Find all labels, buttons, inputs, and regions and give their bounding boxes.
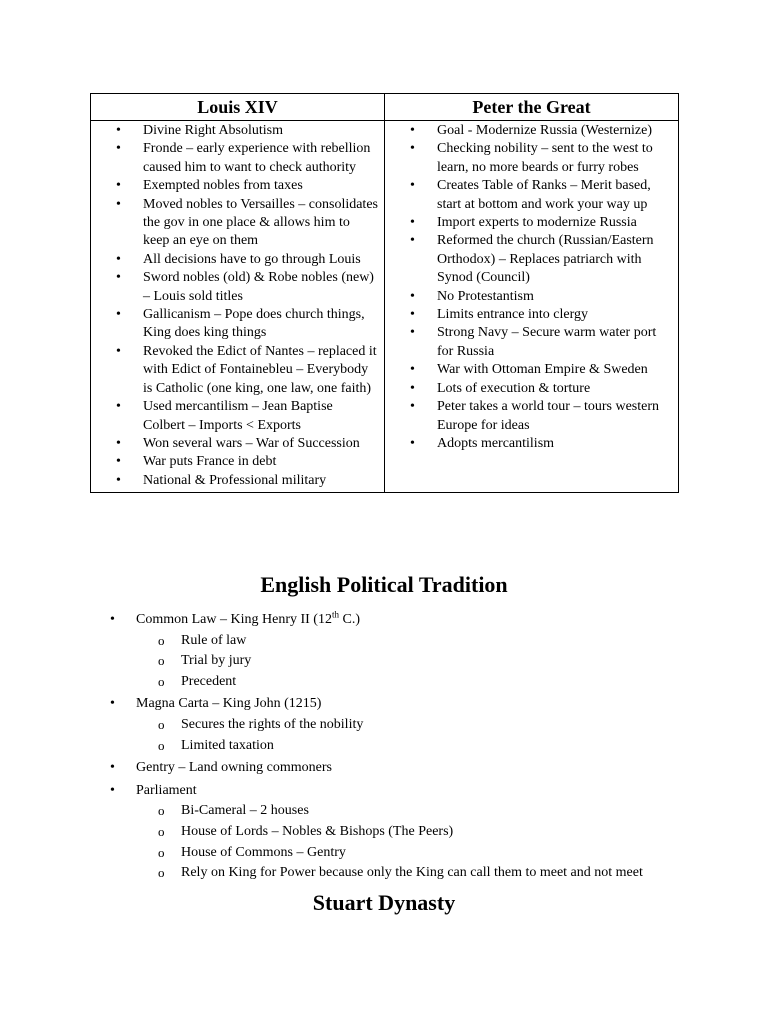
sub-list-item: o Bi-Cameral – 2 houses — [136, 801, 768, 822]
list-item: • Limits entrance into clergy — [385, 306, 678, 324]
list-item: • Strong Navy – Secure warm water port for Russia — [385, 324, 678, 361]
english-tradition-list — [0, 610, 768, 886]
sub-list-item: o Rely on King for Power because only the King can call them to meet and not meet — [136, 863, 768, 884]
table-body-row — [91, 121, 679, 493]
common-law-suffix: C.) — [338, 612, 360, 627]
common-law-prefix: Common Law – King Henry II (12 — [136, 612, 332, 627]
sub-list-item: o Secures the rights of the nobility — [136, 715, 768, 736]
list-item: • Sword nobles (old) & Robe nobles (new) – Louis sold titles — [91, 269, 384, 306]
superscript: th — [331, 609, 339, 620]
sub-list-item: o House of Lords – Nobles & Bishops (The Peers) — [136, 822, 768, 843]
list-item: • Goal - Modernize Russia (Westernize) — [385, 122, 678, 140]
list-item: • Peter takes a world tour – tours western Europe for ideas — [385, 398, 678, 435]
list-item: • All decisions have to go through Louis — [91, 251, 384, 269]
list-item: • Fronde – early experience with rebellion caused him to want to check authority — [91, 140, 384, 177]
list-item: • No Protestantism — [385, 288, 678, 306]
header-louis-xiv: Louis XIV — [91, 94, 385, 121]
list-item: • Adopts mercantilism — [385, 435, 678, 453]
list-item: • National & Professional military — [91, 472, 384, 490]
list-item: • Moved nobles to Versailles – consolidates the gov in one place & allows him to keep an eye on them — [91, 196, 384, 251]
list-item: • Gallicanism – Pope does church things, King does king things — [91, 306, 384, 343]
list-item: • War with Ottoman Empire & Sweden — [385, 361, 678, 379]
common-law-label — [136, 609, 360, 627]
list-item-magna-carta — [0, 694, 768, 756]
sub-list-item: o Rule of law — [136, 631, 768, 652]
section-heading-stuart: Stuart Dynasty — [312, 890, 456, 915]
sub-list-item: o House of Commons – Gentry — [136, 843, 768, 864]
parliament-label: Parliament — [136, 782, 197, 798]
list-item-parliament — [0, 781, 768, 884]
list-item: • Import experts to modernize Russia — [385, 214, 678, 232]
sub-list — [136, 801, 768, 883]
list-item-common-law — [0, 610, 768, 692]
header-peter-the-great: Peter the Great — [385, 94, 679, 121]
list-item: • Won several wars – War of Succession — [91, 435, 384, 453]
list-item: • Lots of execution & torture — [385, 380, 678, 398]
peter-column — [385, 121, 679, 493]
sub-list — [136, 631, 768, 693]
table-header-row — [91, 94, 679, 121]
louis-column — [91, 121, 385, 493]
comparison-table — [90, 93, 679, 493]
list-item: • Used mercantilism – Jean Baptise Colbert – Imports < Exports — [91, 398, 384, 435]
sub-list-item: o Trial by jury — [136, 651, 768, 672]
list-item: • War puts France in debt — [91, 453, 384, 471]
list-item: • Reformed the church (Russian/Eastern Orthodox) – Replaces patriarch with Synod (Council) — [385, 232, 678, 287]
list-item: • Divine Right Absolutism — [91, 122, 384, 140]
section-heading-english: English Political Tradition — [260, 572, 508, 597]
list-item: • Revoked the Edict of Nantes – replaced it with Edict of Fontainebleu – Everybody is Catholic (one king, one law, one faith) — [91, 343, 384, 398]
peter-list — [385, 122, 678, 453]
magna-carta-label: Magna Carta – King John (1215) — [136, 696, 322, 712]
list-item: • Exempted nobles from taxes — [91, 177, 384, 195]
sub-list — [136, 715, 768, 756]
list-item-gentry: • Gentry – Land owning commoners — [0, 758, 768, 779]
list-item: • Checking nobility – sent to the west to learn, no more beards or furry robes — [385, 140, 678, 177]
sub-list-item: o Limited taxation — [136, 736, 768, 757]
sub-list-item: o Precedent — [136, 672, 768, 693]
louis-list — [91, 122, 384, 490]
list-item: • Creates Table of Ranks – Merit based, start at bottom and work your way up — [385, 177, 678, 214]
